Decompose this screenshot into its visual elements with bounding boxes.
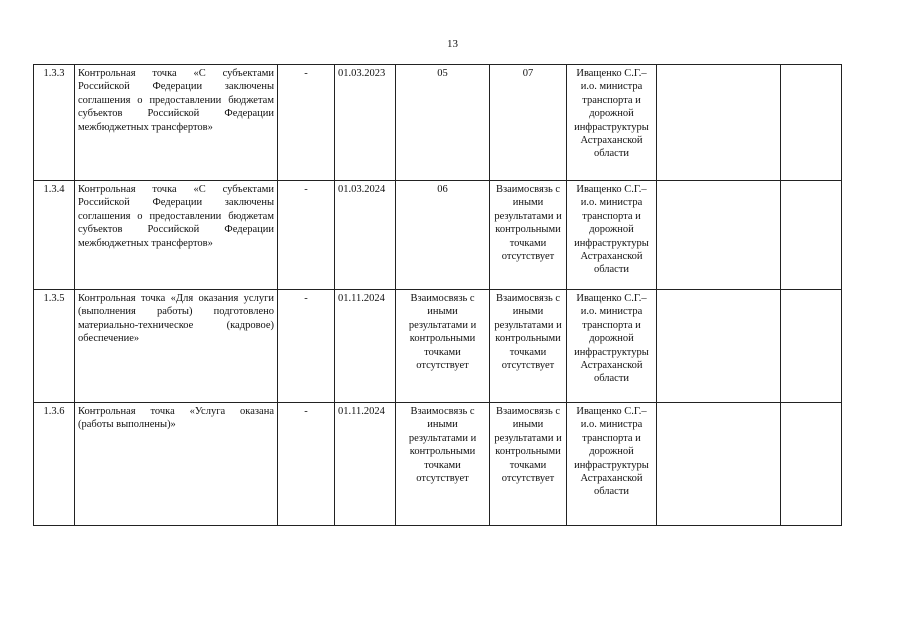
responsible: Иващенко С.Г.– и.о. министра транспорта и дорожной инфраструктуры Астраханской области xyxy=(567,403,657,526)
predecessor: Взаимосвязь с иными результатами и контрольными точками отсутствует xyxy=(396,290,490,403)
due-date: 01.11.2024 xyxy=(335,290,396,403)
empty-cell xyxy=(781,403,842,526)
control-point-name: Контрольная точка «С субъектами Российской Федерации заключены соглашения о предоставлении бюджетам субъектов Российской Федерации межбюджетных трансфертов» xyxy=(75,181,278,290)
successor: Взаимосвязь с иными результатами и контрольными точками отсутствует xyxy=(490,290,567,403)
successor: 07 xyxy=(490,65,567,181)
responsible: Иващенко С.Г.– и.о. министра транспорта и дорожной инфраструктуры Астраханской области xyxy=(567,65,657,181)
control-point-name: Контрольная точка «Для оказания услуги (выполнения работы) подготовлено материально-техническое (кадровое) обеспечение» xyxy=(75,290,278,403)
predecessor: 05 xyxy=(396,65,490,181)
control-points-table xyxy=(33,64,842,526)
responsible: Иващенко С.Г.– и.о. министра транспорта и дорожной инфраструктуры Астраханской области xyxy=(567,290,657,403)
empty-cell xyxy=(657,65,781,181)
empty-cell xyxy=(781,65,842,181)
row-number: 1.3.3 xyxy=(34,65,75,181)
table-row xyxy=(34,403,842,526)
predecessor: 06 xyxy=(396,181,490,290)
base-value: - xyxy=(278,65,335,181)
successor: Взаимосвязь с иными результатами и контрольными точками отсутствует xyxy=(490,181,567,290)
responsible: Иващенко С.Г.– и.о. министра транспорта и дорожной инфраструктуры Астраханской области xyxy=(567,181,657,290)
base-value: - xyxy=(278,181,335,290)
row-number: 1.3.4 xyxy=(34,181,75,290)
row-number: 1.3.5 xyxy=(34,290,75,403)
due-date: 01.03.2023 xyxy=(335,65,396,181)
empty-cell xyxy=(657,403,781,526)
table-row xyxy=(34,290,842,403)
control-point-name: Контрольная точка «С субъектами Российской Федерации заключены соглашения о предоставлении бюджетам субъектов Российской Федерации межбюджетных трансфертов» xyxy=(75,65,278,181)
empty-cell xyxy=(657,181,781,290)
due-date: 01.03.2024 xyxy=(335,181,396,290)
row-number: 1.3.6 xyxy=(34,403,75,526)
empty-cell xyxy=(781,290,842,403)
base-value: - xyxy=(278,403,335,526)
table-row xyxy=(34,65,842,181)
page-number: 13 xyxy=(447,38,458,50)
empty-cell xyxy=(657,290,781,403)
predecessor: Взаимосвязь с иными результатами и контрольными точками отсутствует xyxy=(396,403,490,526)
control-point-name: Контрольная точка «Услуга оказана (работы выполнены)» xyxy=(75,403,278,526)
successor: Взаимосвязь с иными результатами и контрольными точками отсутствует xyxy=(490,403,567,526)
empty-cell xyxy=(781,181,842,290)
table-row xyxy=(34,181,842,290)
due-date: 01.11.2024 xyxy=(335,403,396,526)
base-value: - xyxy=(278,290,335,403)
